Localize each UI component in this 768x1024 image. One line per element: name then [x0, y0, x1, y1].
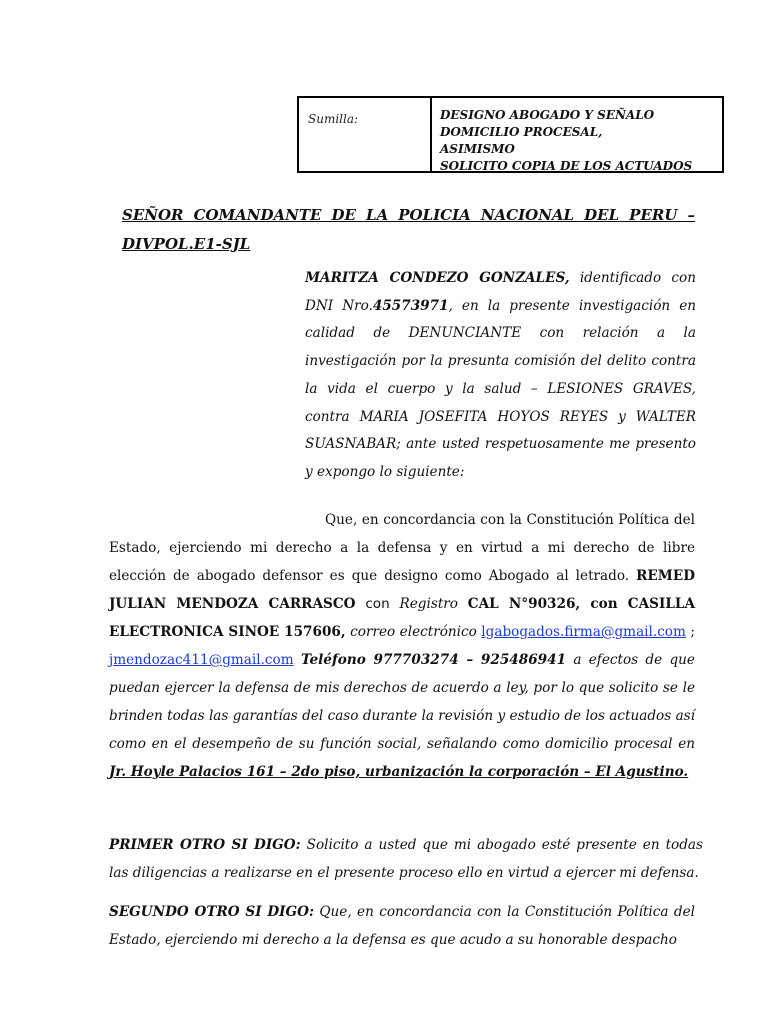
- intro-paragraph: [305, 265, 696, 487]
- sumilla-label: Sumilla:: [299, 98, 432, 171]
- semicolon: ;: [690, 624, 695, 640]
- petitioner-name: MARITZA CONDEZO GONZALES,: [305, 270, 570, 286]
- primer-otrosi-heading: PRIMER OTRO SI DIGO:: [109, 837, 301, 853]
- intro-text-1: identificado con DNI Nro.: [305, 270, 696, 314]
- procedural-address: Jr. Hoyle Palacios 161 – 2do piso, urbanización la corporación – El Agustino.: [109, 764, 689, 780]
- segundo-otrosi-paragraph: [109, 898, 695, 954]
- correo-label: correo electrónico: [350, 624, 477, 640]
- sumilla-line: SOLICITO COPIA DE LOS ACTUADOS: [440, 159, 693, 173]
- segundo-otrosi-text: Que, en concordancia con la Constitución Política del Estado, ejerciendo mi derecho a la defensa es que acudo a su honorable despacho: [109, 904, 695, 948]
- intro-text-2: , en la presente investigación en calidad de DENUNCIANTE con relación a la investigación por la presunta comisión del delito contra la vida el cuerpo y la salud – LESIONES GRAVES, contra MARIA JOSEFITA HOYOS REYES y WALTER SUASNABAR; ante usted respetuosamente me presento y expongo lo siguiente:: [305, 297, 696, 480]
- email-link-2[interactable]: jmendozac411@gmail.com: [109, 652, 294, 668]
- email-link-1[interactable]: lgabogados.firma@gmail.com: [481, 624, 686, 640]
- designation-paragraph: [109, 506, 695, 786]
- registro-word: Registro: [399, 596, 458, 612]
- cal-registration: CAL N°90326, con CASILLA ELECTRONICA SINOE 157606,: [109, 596, 695, 640]
- email-group: [481, 624, 695, 640]
- dni-number: 45573971: [372, 297, 449, 314]
- primer-otrosi-text: Solicito a usted que mi abogado esté presente en todas las diligencias a realizarse en el presente proceso ello en virtud a ejercer mi defensa.: [109, 837, 704, 881]
- designation-text-a: Que, en concordancia con la Constitución Política del Estado, ejerciendo mi derecho a la defensa y en virtud a mi derecho de libre elección de abogado defensor es que designo como Abogado al letrado.: [109, 512, 695, 584]
- phone-numbers: Teléfono 977703274 – 925486941: [300, 652, 567, 668]
- sumilla-line: DESIGNO ABOGADO Y SEÑALO: [440, 108, 655, 122]
- sumilla-content: [432, 98, 692, 171]
- con-word: con: [365, 596, 390, 612]
- primer-otrosi-paragraph: [109, 831, 703, 887]
- sumilla-line: ASIMISMO: [440, 142, 515, 156]
- designation-text-b: a efectos de que puedan ejercer la defensa de mis derechos de acuerdo a ley, por lo que solicito se le brinden todas las garantías del caso durante la revisión y estudio de los actuados así como en el desempeño de su función social, señalando como domicilio procesal en: [109, 652, 695, 752]
- sumilla-box: [297, 96, 724, 173]
- sumilla-line: DOMICILIO PROCESAL,: [440, 125, 603, 139]
- segundo-otrosi-heading: SEGUNDO OTRO SI DIGO:: [109, 904, 314, 920]
- addressee-heading: SEÑOR COMANDANTE DE LA POLICIA NACIONAL DEL PERU – DIVPOL.E1-SJL: [122, 206, 695, 253]
- lawyer-name: REMED JULIAN MENDOZA CARRASCO: [109, 568, 695, 612]
